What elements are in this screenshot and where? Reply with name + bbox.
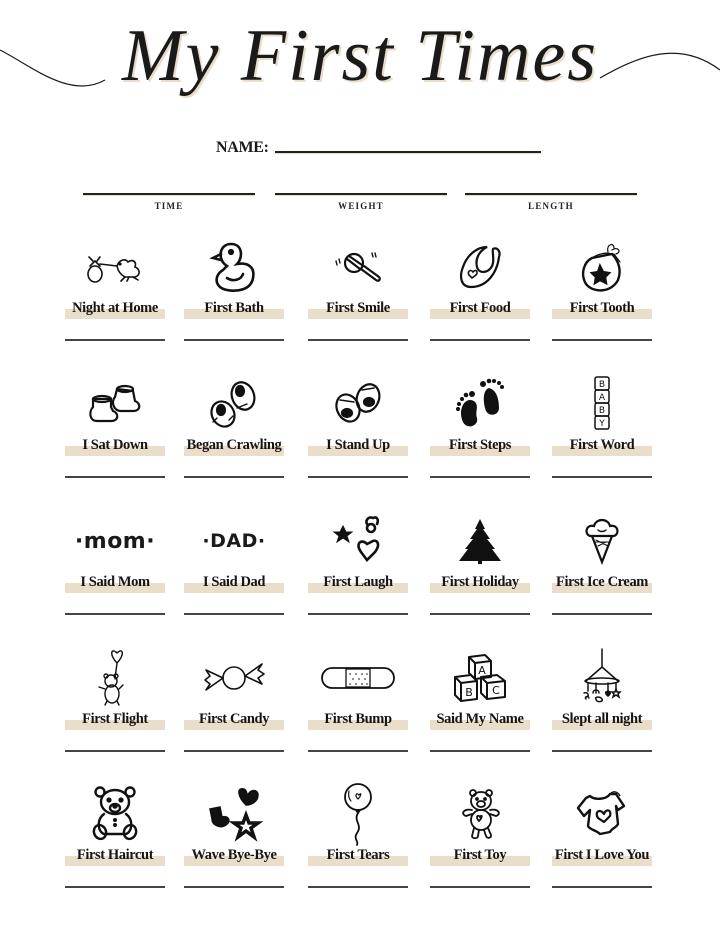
svg-text:B: B — [598, 406, 606, 416]
milestone-first-laugh — [298, 510, 418, 640]
length-field[interactable] — [465, 193, 637, 211]
milestone-label: First Tooth — [569, 300, 635, 316]
rattle-icon — [298, 236, 418, 298]
milestone-label: First Smile — [326, 300, 390, 316]
stork-icon — [55, 236, 175, 298]
milestone-write-line[interactable] — [430, 339, 530, 341]
svg-text:B: B — [598, 380, 606, 390]
milestone-write-line[interactable] — [308, 613, 408, 615]
milestone-write-line[interactable] — [308, 750, 408, 752]
milestone-write-line[interactable] — [430, 476, 530, 478]
weight-input-line[interactable] — [275, 193, 447, 195]
milestone-write-line[interactable] — [308, 476, 408, 478]
christmas-tree-icon — [420, 510, 540, 572]
svg-text:A: A — [598, 393, 606, 403]
milestone-write-line[interactable] — [552, 750, 652, 752]
milestone-first-food — [420, 236, 540, 366]
milestone-write-line[interactable] — [430, 886, 530, 888]
baby-blocks-icon — [542, 373, 662, 435]
milestone-write-line[interactable] — [184, 613, 284, 615]
booties-icon — [55, 373, 175, 435]
milestone-first-bath — [174, 236, 294, 366]
milestone-write-line[interactable] — [184, 886, 284, 888]
milestone-first-bump — [298, 647, 418, 777]
milestone-write-line[interactable] — [552, 613, 652, 615]
mom-text-icon: ·mom· — [74, 528, 156, 554]
onesie-heart-icon — [542, 783, 662, 845]
milestone-first-toy — [420, 783, 540, 913]
ice-cream-icon — [542, 510, 662, 572]
time-label: TIME — [154, 201, 184, 211]
name-field[interactable] — [216, 133, 541, 157]
milestone-label: First Food — [449, 300, 511, 316]
milestone-began-crawling — [174, 373, 294, 503]
milestone-wave-bye-bye — [174, 783, 294, 913]
milestone-label: First Haircut — [76, 847, 154, 863]
svg-text:C: C — [492, 684, 500, 697]
milestone-label: Wave Bye-Bye — [191, 847, 277, 863]
crib-mobile-icon — [542, 647, 662, 709]
milestone-write-line[interactable] — [65, 476, 165, 478]
milestone-first-smile — [298, 236, 418, 366]
milestone-label: Night at Home — [72, 300, 158, 316]
milestone-write-line[interactable] — [552, 886, 652, 888]
sock-heart-star-icon — [174, 783, 294, 845]
milestone-i-said-dad — [174, 510, 294, 640]
milestone-label: Began Crawling — [186, 437, 282, 453]
name-label: NAME: — [216, 139, 269, 156]
milestone-label: First Steps — [448, 437, 512, 453]
milestone-label: First Laugh — [323, 574, 393, 590]
milestone-write-line[interactable] — [184, 750, 284, 752]
weight-label: WEIGHT — [338, 201, 384, 211]
milestone-label: First Ice Cream — [556, 574, 648, 590]
milestone-said-my-name — [420, 647, 540, 777]
milestone-first-holiday — [420, 510, 540, 640]
milestone-label: I Said Mom — [80, 574, 150, 590]
milestone-write-line[interactable] — [184, 339, 284, 341]
milestone-write-line[interactable] — [65, 339, 165, 341]
time-input-line[interactable] — [83, 193, 255, 195]
time-field[interactable] — [83, 193, 255, 211]
milestone-write-line[interactable] — [308, 339, 408, 341]
footprints-icon — [420, 373, 540, 435]
candy-icon — [174, 647, 294, 709]
milestone-label: Said My Name — [436, 711, 524, 727]
milestone-slept-all-night — [542, 647, 662, 777]
milestone-label: I Said Dad — [202, 574, 266, 590]
sandals-icon — [298, 373, 418, 435]
star-pacifier-heart-icon — [298, 510, 418, 572]
milestone-first-ice-cream — [542, 510, 662, 640]
milestone-first-candy — [174, 647, 294, 777]
name-input-line[interactable] — [275, 151, 541, 153]
milestone-i-sat-down — [55, 373, 175, 503]
milestone-i-stand-up — [298, 373, 418, 503]
dad-text-icon: ·DAD· — [202, 530, 266, 552]
milestone-label: First I Love You — [554, 847, 650, 863]
page-title: My First Times — [121, 15, 599, 97]
balloon-icon — [298, 783, 418, 845]
milestone-write-line[interactable] — [65, 886, 165, 888]
milestone-i-said-mom — [55, 510, 175, 640]
milestone-write-line[interactable] — [65, 613, 165, 615]
milestone-write-line[interactable] — [308, 886, 408, 888]
svg-text:Y: Y — [599, 419, 605, 429]
milestone-write-line[interactable] — [552, 339, 652, 341]
milestone-first-flight — [55, 647, 175, 777]
milestone-first-steps — [420, 373, 540, 503]
mom-icon-text: mom — [83, 528, 147, 554]
weight-field[interactable] — [275, 193, 447, 211]
milestone-write-line[interactable] — [430, 750, 530, 752]
milestone-label: First Bath — [204, 300, 264, 316]
rubber-duck-icon — [174, 236, 294, 298]
milestone-first-haircut — [55, 783, 175, 913]
milestone-first-i-love-you — [542, 783, 662, 913]
milestone-first-word — [542, 373, 662, 503]
milestone-write-line[interactable] — [430, 613, 530, 615]
svg-text:A: A — [478, 664, 486, 677]
title-area — [0, 0, 720, 135]
milestone-label: First Toy — [453, 847, 507, 863]
milestone-write-line[interactable] — [552, 476, 652, 478]
milestone-label: First Word — [569, 437, 635, 453]
milestone-label: I Stand Up — [326, 437, 390, 453]
teddy-bear-icon — [55, 783, 175, 845]
svg-text:B: B — [465, 686, 473, 699]
abc-blocks-icon — [420, 647, 540, 709]
milestone-write-line[interactable] — [65, 750, 165, 752]
teddy-balloon-icon — [55, 647, 175, 709]
milestone-label: First Holiday — [441, 574, 519, 590]
milestone-first-tooth — [542, 236, 662, 366]
bib-heart-icon — [420, 236, 540, 298]
dad-icon-text: DAD — [210, 530, 258, 552]
milestone-label: First Flight — [82, 711, 148, 727]
milestone-label: First Tears — [326, 847, 390, 863]
milestone-label: First Bump — [324, 711, 392, 727]
bib-star-icon — [542, 236, 662, 298]
milestone-label: Slept all night — [561, 711, 643, 727]
milestone-write-line[interactable] — [184, 476, 284, 478]
length-input-line[interactable] — [465, 193, 637, 195]
milestone-label: I Sat Down — [82, 437, 148, 453]
milestone-label: First Candy — [198, 711, 270, 727]
milestone-night-at-home — [55, 236, 175, 366]
baby-shoes-icon — [174, 373, 294, 435]
plush-bear-icon — [420, 783, 540, 845]
milestone-first-tears — [298, 783, 418, 913]
bandage-icon — [298, 647, 418, 709]
length-label: LENGTH — [528, 201, 574, 211]
